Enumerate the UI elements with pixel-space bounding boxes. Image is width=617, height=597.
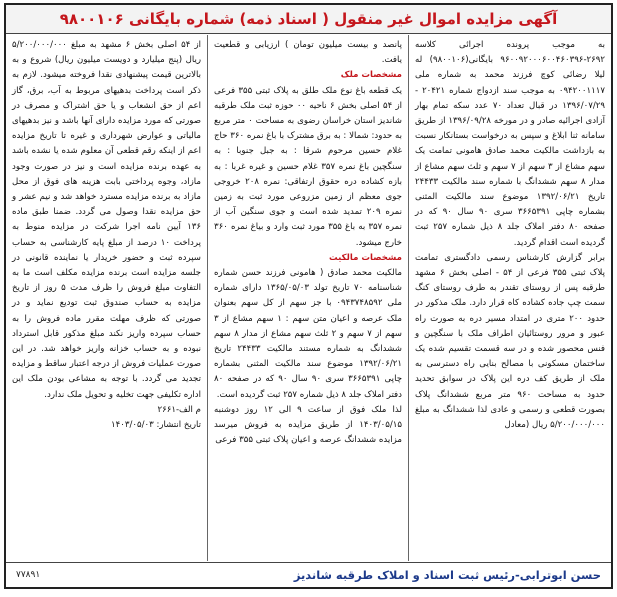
publish-date: تاریخ انتشار: ۱۴۰۳/۰۵/۰۳ bbox=[111, 420, 201, 431]
signer-name: حسن ابوترابی-رئیس ثبت اسناد و املاک طرقبه شاندیز bbox=[293, 568, 601, 582]
reference-number: م الف-۲۶۶۱ bbox=[157, 404, 201, 415]
appraisal-paragraph: برابر گزارش کارشناس رسمی دادگستری تمامت پلاک ثبتی ۳۵۵ فرعی از ۵۴ - اصلی بخش ۶ مشهد طرقبه پس از روستای تقندر به طرف روستای کنگ سمت چپ جاده کشاده کاه قرار دارد. ملک مذکور در حدود ۲۰۰ متری در امتداد مسیر دره به صورت راه عبور و مرور روستائیان اطراف ملک با سنگچین و فنس محصور شده و در سه قسمت تقسیم شده یک ساختمان مسکونی با مصالح بنایی راه دسترسی به ملک از طریق کف دره این پلاک در سوابق تحدید حدود به مساحت ۹۶۰ متر مربع ششدانگ پلاک بصورت قطعی و رسمی و عادی لذا ششدانگ به مبلغ ۵/۲۰۰/۰۰۰/۰۰۰ ریال (معادل bbox=[415, 252, 605, 431]
auction-terms-text: از ۵۴ اصلی بخش ۶ مشهد به مبلغ ۵/۲۰۰/۰۰۰/۰۰۰ ریال (پنج میلیارد و دویست میلیون ریال) شروع و به بالاترین قیمت پیشنهادی نقدا فروخته میشود. لازم به ذکر است پرداخت بدهیهای مربوط به آب، برق، گاز اعم از حق انشعاب و یا حق اشتراک و مصرف در صورتی که مورد مزایده دارای آنها باشد و نیز بدهیهای مالیاتی و عوارض شهرداری و غیره تا تاریخ مزایده اعم از اینکه رقم قطعی آن معلوم شده یا نشده باشد به عهده برنده مزایده است و نیز در صورت وجود مازاد، وجوه پرداختی بابت هزینه های فوق از محل مازاد به برنده مزایده مسترد خواهد شد و نیم عشر و حق مزایده نقدا وصول می گردد. ضمنا طبق ماده ۱۳۶ آیین نامه اجرا شرکت در مزایده منوط به پرداخت ۱۰ درصد از مبلغ پایه کارشناسی به حساب سپرده ثبت و حضور خریدار یا نماینده قانونی در جلسه مزایده است برنده مزایده مکلف است ما به التفاوت مبلغ فروش را ظرف مدت ۵ روز از تاریخ مزایده به حساب صندوق ثبت تودیع نماید و در صورتی که ظرف مهلت مقرر ماده فروش را به حساب سپرده واریز نکند مبلغ مذکور قابل استرداد نبوده و به حساب خزانه واریز خواهد شد. در این صورت عملیات فروش از درجه اعتبار ساقط و مزایده تجدید می گردد. با توجه به مشاعی بودن ملک این اداره تکلیفی جهت تخلیه و تحویل ملک ندارد. bbox=[12, 40, 201, 400]
auction-time-text: لذا ملک فوق از ساعت ۹ الی ۱۲ روز دوشنبه ۱۴۰۳/۰۵/۱۵ از طریق مزایده به فروش میرسد مزایده ششدانگ عرصه و اعیان پلاک ثبتی ۳۵۵ فرعی bbox=[214, 404, 402, 446]
property-specs-heading: مشخصات ملک bbox=[340, 70, 402, 81]
notice-columns bbox=[6, 35, 611, 561]
title-bar bbox=[6, 5, 611, 34]
case-paragraph: به موجب پرونده اجرائی کلاسه ۲۶۹۲-۹۶۰۰۹۲۰۰۰۶۰۰۴۶۰۳۹۶ بایگانی(۹۸۰۰۱۰۶) له لیلا رضائی کوچ فرزند محمد به شماره ملی ۰۹۴۲۰۰۱۱۱۷ به موجب سند ازدواج شماره ۲۰۴۲۱ - ۱۳۹۶/۰۷/۲۹ در قبال تعداد ۷۰ عدد سکه تمام بهار آزادی اجرائیه صادر و در مورخه ۱۳۹۶/۰۹/۲۸ از طریق سامانه ثنا ابلاغ و سپس به درخواست بستانکار نسبت به بازداشت مالکیت محمد صادق هامونی تمامت یک سهم مشاع از ۳ سهم از ۷ سهم و ثلث سهم مشاع از مدار ۸ سهم ششدانگ با شماره سند مالکیت ۲۴۴۳۳ تاریخ ۱۳۹۲/۰۶/۲۱ موضوع سند مالکیت المثنی بشماره چاپی ۳۶۶۵۳۹۱ سری ۹۰ سال ۹۰ که در صفحه ۸۰ دفتر املاک جلد ۸ ذیل شماره ۲۵۷ ثبت گردیده است اقدام گردید. bbox=[415, 40, 606, 248]
appraisal-continuation: پانصد و بیست میلیون تومان ) ارزیابی و قطعیت یافت. bbox=[214, 40, 402, 66]
column-right bbox=[409, 35, 611, 561]
auction-notice bbox=[4, 3, 613, 589]
column-middle bbox=[207, 35, 409, 561]
ownership-text: مالکیت محمد صادق ( هامونی فرزند حسن شماره شناسنامه ۷۰ تاریخ تولد ۱۳۶۵/۰۵/۰۳ دارای شماره ملی ۰۹۴۳۷۴۸۵۹۲ با جز سهم از کل سهم بعنوان ملک عرصه و اعیان متن سهم : ۱ سهم مشاع از ۳ سهم از ۷ سهم و ۲ ثلث سهم مشاع از مدار ۸ سهم ششدانگ به شماره مستند مالکیت ۲۴۴۳۳ تاریخ ۱۳۹۲/۰۶/۲۱ موضوع سند مالکیت المثنی بشماره چاپی ۳۶۶۵۳۹۱ سری ۹۰ سال ۹۰ که در صفحه ۸۰ دفتر املاک جلد ۸ ذیل شماره ۲۵۷ ثبت گردیده است. bbox=[214, 268, 403, 400]
notice-title: آگهی مزایده اموال غیر منقول ( اسناد ذمه) شماره بایگانی ۹۸۰۰۱۰۶ bbox=[59, 10, 558, 28]
signature-bar bbox=[6, 562, 611, 587]
property-specs-text: یک قطعه باغ نوع ملک طلق به پلاک ثبتی ۳۵۵ فرعی از ۵۴ اصلی بخش ۶ ناحیه ۰۰ حوزه ثبت ملک طرقبه شاندیز استان خراسان رضوی به مساحت ۰ متر مربع به حدود: شمالا : به برق مشترک با باغ نمره ۳۶۰ حاج غلام حسین مرحوم شرقا : به جبل جنوبا : به سنگچین باغ نمره ۳۵۷ غلام حسین و غیره غربا : به بازه کشاده دره حقوق ارتفاقی: نمره ۲۰۸ خروجی جوی معظم از زمین مزروعی مورد ثبت به زمین نمره ۲۰۹ تمدید شده است و جوی سنگین آب از نمره ۳۵۷ به باغ ۳۵۵ مورد ثبت وارد و بیاغ نمره ۳۶۰ خارج میشود. bbox=[214, 85, 402, 248]
ad-code: ۷۷۸۹۱ bbox=[16, 570, 41, 580]
column-left bbox=[6, 35, 207, 561]
ownership-heading: مشخصات مالکیت bbox=[329, 252, 402, 263]
